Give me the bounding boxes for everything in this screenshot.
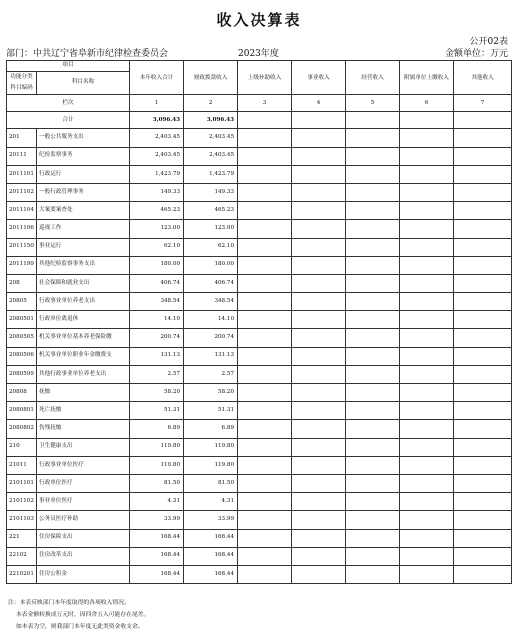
table-row	[7, 329, 512, 347]
row-name: 事业运行	[37, 238, 130, 256]
table-row	[7, 311, 512, 329]
column-number: 1	[130, 95, 184, 112]
footnote: 本表金额转换成万元时，因四舍五入可能存在尾差。	[16, 612, 150, 618]
empty-cell	[238, 529, 292, 547]
empty-cell	[238, 311, 292, 329]
row-name: 纪检监察事务	[37, 147, 130, 165]
empty-cell	[346, 511, 400, 529]
empty-cell	[454, 202, 512, 220]
row-code: 2080506	[7, 347, 37, 365]
empty-cell	[346, 384, 400, 402]
row-total: 465.23	[130, 202, 184, 220]
empty-cell	[238, 165, 292, 183]
empty-cell	[454, 274, 512, 292]
empty-cell	[292, 565, 346, 583]
empty-cell	[346, 365, 400, 383]
row-fiscal: 180.00	[184, 256, 238, 274]
empty-cell	[400, 347, 454, 365]
row-name: 机关事业单位职业年金缴费支	[37, 347, 130, 365]
footnote: 注：本表反映部门本年度取得的各项收入情况。	[8, 600, 130, 606]
empty-cell	[292, 384, 346, 402]
row-fiscal: 81.50	[184, 474, 238, 492]
empty-cell	[454, 529, 512, 547]
row-total: 1,423.79	[130, 165, 184, 183]
empty-cell	[454, 402, 512, 420]
row-total: 348.54	[130, 293, 184, 311]
row-total: 168.44	[130, 529, 184, 547]
row-name: 其他纪检监察事务支出	[37, 256, 130, 274]
footnotes	[8, 597, 149, 633]
row-fiscal: 131.13	[184, 347, 238, 365]
empty-cell	[454, 511, 512, 529]
footnote: 如本表为空，则我部门本年度无此类资金收支余。	[16, 624, 144, 630]
table-row	[7, 256, 512, 274]
column-number: 2	[184, 95, 238, 112]
row-name: 行政事业单位养老支出	[37, 293, 130, 311]
empty-cell	[292, 511, 346, 529]
empty-cell	[292, 474, 346, 492]
empty-cell	[346, 420, 400, 438]
empty-cell	[238, 493, 292, 511]
table-row	[7, 147, 512, 165]
row-code: 2011101	[7, 165, 37, 183]
table-row	[7, 183, 512, 201]
table-row	[7, 274, 512, 292]
header-col-6: 附属单位上缴收入	[400, 61, 454, 95]
table-row	[7, 547, 512, 565]
empty-cell	[238, 147, 292, 165]
row-total: 119.80	[130, 456, 184, 474]
column-number: 5	[346, 95, 400, 112]
row-code: 22102	[7, 547, 37, 565]
table-row	[7, 493, 512, 511]
row-code: 2011199	[7, 256, 37, 274]
empty-cell	[346, 329, 400, 347]
row-name: 伤残抚恤	[37, 420, 130, 438]
empty-cell	[400, 202, 454, 220]
empty-cell	[346, 547, 400, 565]
row-total: 14.10	[130, 311, 184, 329]
header-code-col: 功能分类科目编码	[7, 72, 37, 95]
empty-cell	[454, 493, 512, 511]
empty-cell	[346, 293, 400, 311]
empty-cell	[454, 438, 512, 456]
empty-cell	[238, 238, 292, 256]
row-code: 201	[7, 129, 37, 147]
empty-cell	[292, 420, 346, 438]
empty-cell	[238, 438, 292, 456]
header-col-7: 其他收入	[454, 61, 512, 95]
department-label: 部门：中共辽宁省阜新市纪律检查委员会	[6, 49, 169, 59]
row-code: 2080501	[7, 311, 37, 329]
header-item-group: 项目	[7, 61, 130, 72]
row-code: 2011104	[7, 202, 37, 220]
table-row	[7, 384, 512, 402]
empty-cell	[238, 347, 292, 365]
empty-cell	[292, 529, 346, 547]
empty-cell	[346, 565, 400, 583]
row-code: 2080505	[7, 329, 37, 347]
table-row	[7, 420, 512, 438]
empty-cell	[292, 311, 346, 329]
row-code: 2011102	[7, 183, 37, 201]
row-total: 180.00	[130, 256, 184, 274]
empty-cell	[454, 238, 512, 256]
row-code: 20808	[7, 384, 37, 402]
table-row	[7, 202, 512, 220]
row-total: 119.80	[130, 438, 184, 456]
row-code: 2080802	[7, 420, 37, 438]
empty-cell	[454, 165, 512, 183]
row-name: 行政运行	[37, 165, 130, 183]
table-row	[7, 293, 512, 311]
empty-cell	[346, 183, 400, 201]
row-fiscal: 33.99	[184, 511, 238, 529]
row-name: 住房保障支出	[37, 529, 130, 547]
row-fiscal: 2,403.45	[184, 129, 238, 147]
row-fiscal: 1,423.79	[184, 165, 238, 183]
total-value	[292, 112, 346, 129]
table-row	[7, 438, 512, 456]
empty-cell	[454, 420, 512, 438]
row-fiscal: 149.33	[184, 183, 238, 201]
empty-cell	[454, 347, 512, 365]
total-value: 3,096.43	[130, 112, 184, 129]
table-row	[7, 165, 512, 183]
empty-cell	[346, 129, 400, 147]
row-name: 抚恤	[37, 384, 130, 402]
empty-cell	[454, 565, 512, 583]
table-row	[7, 402, 512, 420]
table-row	[7, 365, 512, 383]
row-fiscal: 6.89	[184, 420, 238, 438]
row-total: 6.89	[130, 420, 184, 438]
empty-cell	[400, 147, 454, 165]
row-total: 4.31	[130, 493, 184, 511]
row-fiscal: 123.00	[184, 220, 238, 238]
row-fiscal: 168.44	[184, 547, 238, 565]
row-name: 一般公共服务支出	[37, 129, 130, 147]
empty-cell	[238, 565, 292, 583]
row-total: 2.57	[130, 365, 184, 383]
row-total: 2,403.45	[130, 129, 184, 147]
row-code: 2101103	[7, 511, 37, 529]
empty-cell	[292, 293, 346, 311]
empty-cell	[454, 456, 512, 474]
empty-cell	[346, 347, 400, 365]
header-name-col: 科目名称	[37, 72, 130, 95]
table-row	[7, 220, 512, 238]
empty-cell	[346, 202, 400, 220]
row-name: 社会保障和就业支出	[37, 274, 130, 292]
row-name: 公务员医疗补助	[37, 511, 130, 529]
row-total: 406.74	[130, 274, 184, 292]
empty-cell	[238, 384, 292, 402]
total-value	[238, 112, 292, 129]
empty-cell	[400, 438, 454, 456]
empty-cell	[454, 293, 512, 311]
row-code: 221	[7, 529, 37, 547]
row-total: 123.00	[130, 220, 184, 238]
empty-cell	[346, 456, 400, 474]
empty-cell	[292, 165, 346, 183]
row-total: 81.50	[130, 474, 184, 492]
report-title: 收入决算表	[216, 11, 302, 29]
empty-cell	[346, 529, 400, 547]
empty-cell	[346, 402, 400, 420]
empty-cell	[400, 129, 454, 147]
row-total: 200.74	[130, 329, 184, 347]
empty-cell	[400, 529, 454, 547]
empty-cell	[238, 202, 292, 220]
table-number: 公开02表	[469, 37, 508, 47]
empty-cell	[238, 402, 292, 420]
empty-cell	[400, 565, 454, 583]
empty-cell	[238, 256, 292, 274]
empty-cell	[238, 220, 292, 238]
empty-cell	[292, 202, 346, 220]
empty-cell	[238, 511, 292, 529]
empty-cell	[292, 220, 346, 238]
column-number: 6	[400, 95, 454, 112]
empty-cell	[400, 220, 454, 238]
row-fiscal: 200.74	[184, 329, 238, 347]
total-value: 3,096.43	[184, 112, 238, 129]
row-name: 机关事业单位基本养老保险缴	[37, 329, 130, 347]
empty-cell	[400, 365, 454, 383]
empty-cell	[238, 329, 292, 347]
empty-cell	[292, 438, 346, 456]
row-code: 210	[7, 438, 37, 456]
row-fiscal: 168.44	[184, 565, 238, 583]
empty-cell	[346, 274, 400, 292]
empty-cell	[238, 293, 292, 311]
row-code: 2101102	[7, 493, 37, 511]
row-name: 住房公积金	[37, 565, 130, 583]
row-code: 2080801	[7, 402, 37, 420]
row-total: 168.44	[130, 547, 184, 565]
row-code: 2101101	[7, 474, 37, 492]
row-name: 行政单位医疗	[37, 474, 130, 492]
empty-cell	[292, 329, 346, 347]
row-fiscal: 406.74	[184, 274, 238, 292]
row-fiscal: 2,403.45	[184, 147, 238, 165]
empty-cell	[346, 438, 400, 456]
empty-cell	[400, 547, 454, 565]
total-label: 合计	[7, 112, 130, 129]
empty-cell	[292, 129, 346, 147]
empty-cell	[400, 511, 454, 529]
empty-cell	[292, 547, 346, 565]
table-row	[7, 529, 512, 547]
total-value	[346, 112, 400, 129]
row-code: 2080599	[7, 365, 37, 383]
empty-cell	[292, 274, 346, 292]
row-fiscal: 14.10	[184, 311, 238, 329]
empty-cell	[292, 256, 346, 274]
income-table	[6, 60, 512, 584]
empty-cell	[400, 420, 454, 438]
header-col-1: 本年收入合计	[130, 61, 184, 95]
column-number: 7	[454, 95, 512, 112]
empty-cell	[346, 474, 400, 492]
header-col-3: 上级补助收入	[238, 61, 292, 95]
row-total: 131.13	[130, 347, 184, 365]
empty-cell	[238, 365, 292, 383]
empty-cell	[292, 493, 346, 511]
empty-cell	[454, 311, 512, 329]
empty-cell	[400, 402, 454, 420]
row-name: 大案要案查处	[37, 202, 130, 220]
row-name: 巡视工作	[37, 220, 130, 238]
empty-cell	[400, 256, 454, 274]
column-number: 4	[292, 95, 346, 112]
empty-cell	[346, 220, 400, 238]
row-total: 149.33	[130, 183, 184, 201]
row-code: 21011	[7, 456, 37, 474]
header-col-4: 事业收入	[292, 61, 346, 95]
fiscal-year: 2023年度	[238, 49, 279, 59]
row-total: 51.31	[130, 402, 184, 420]
row-total: 168.44	[130, 565, 184, 583]
empty-cell	[454, 220, 512, 238]
empty-cell	[454, 365, 512, 383]
empty-cell	[454, 256, 512, 274]
empty-cell	[346, 311, 400, 329]
empty-cell	[454, 547, 512, 565]
empty-cell	[238, 456, 292, 474]
empty-cell	[238, 183, 292, 201]
empty-cell	[238, 274, 292, 292]
column-number-label: 栏次	[7, 95, 130, 112]
empty-cell	[292, 183, 346, 201]
empty-cell	[346, 165, 400, 183]
unit-label: 金额单位：万元	[444, 49, 508, 59]
empty-cell	[292, 365, 346, 383]
table-row	[7, 129, 512, 147]
table-row	[7, 456, 512, 474]
row-name: 一般行政管理事务	[37, 183, 130, 201]
row-fiscal: 348.54	[184, 293, 238, 311]
empty-cell	[400, 384, 454, 402]
empty-cell	[454, 183, 512, 201]
total-value	[400, 112, 454, 129]
empty-cell	[454, 474, 512, 492]
empty-cell	[400, 474, 454, 492]
empty-cell	[238, 129, 292, 147]
row-fiscal: 168.44	[184, 529, 238, 547]
empty-cell	[292, 456, 346, 474]
row-fiscal: 62.10	[184, 238, 238, 256]
row-fiscal: 465.23	[184, 202, 238, 220]
empty-cell	[346, 238, 400, 256]
empty-cell	[400, 183, 454, 201]
row-code: 20805	[7, 293, 37, 311]
row-code: 2011150	[7, 238, 37, 256]
empty-cell	[292, 147, 346, 165]
empty-cell	[238, 474, 292, 492]
empty-cell	[238, 420, 292, 438]
empty-cell	[238, 547, 292, 565]
row-code: 2210201	[7, 565, 37, 583]
row-name: 死亡抚恤	[37, 402, 130, 420]
empty-cell	[400, 311, 454, 329]
column-number: 3	[238, 95, 292, 112]
row-fiscal: 51.31	[184, 402, 238, 420]
empty-cell	[292, 347, 346, 365]
empty-cell	[400, 329, 454, 347]
row-fiscal: 119.80	[184, 456, 238, 474]
empty-cell	[400, 274, 454, 292]
row-code: 208	[7, 274, 37, 292]
header-col-2: 财政拨款收入	[184, 61, 238, 95]
empty-cell	[454, 384, 512, 402]
empty-cell	[454, 129, 512, 147]
empty-cell	[346, 147, 400, 165]
empty-cell	[400, 165, 454, 183]
table-row	[7, 347, 512, 365]
empty-cell	[346, 493, 400, 511]
row-code: 20111	[7, 147, 37, 165]
row-name: 事业单位医疗	[37, 493, 130, 511]
row-name: 卫生健康支出	[37, 438, 130, 456]
row-code: 2011106	[7, 220, 37, 238]
empty-cell	[292, 402, 346, 420]
row-fiscal: 119.80	[184, 438, 238, 456]
row-name: 行政事业单位医疗	[37, 456, 130, 474]
empty-cell	[400, 456, 454, 474]
row-total: 58.20	[130, 384, 184, 402]
row-total: 62.10	[130, 238, 184, 256]
empty-cell	[400, 238, 454, 256]
row-fiscal: 2.57	[184, 365, 238, 383]
row-name: 住房改革支出	[37, 547, 130, 565]
header-col-5: 经营收入	[346, 61, 400, 95]
total-value	[454, 112, 512, 129]
table-row	[7, 238, 512, 256]
empty-cell	[346, 256, 400, 274]
empty-cell	[454, 147, 512, 165]
row-total: 33.99	[130, 511, 184, 529]
empty-cell	[454, 329, 512, 347]
empty-cell	[400, 493, 454, 511]
row-fiscal: 58.20	[184, 384, 238, 402]
empty-cell	[400, 293, 454, 311]
row-name: 行政单位离退休	[37, 311, 130, 329]
row-total: 2,403.45	[130, 147, 184, 165]
table-row	[7, 474, 512, 492]
empty-cell	[292, 238, 346, 256]
row-fiscal: 4.31	[184, 493, 238, 511]
table-row	[7, 565, 512, 583]
table-row	[7, 511, 512, 529]
row-name: 其他行政事业单位养老支出	[37, 365, 130, 383]
